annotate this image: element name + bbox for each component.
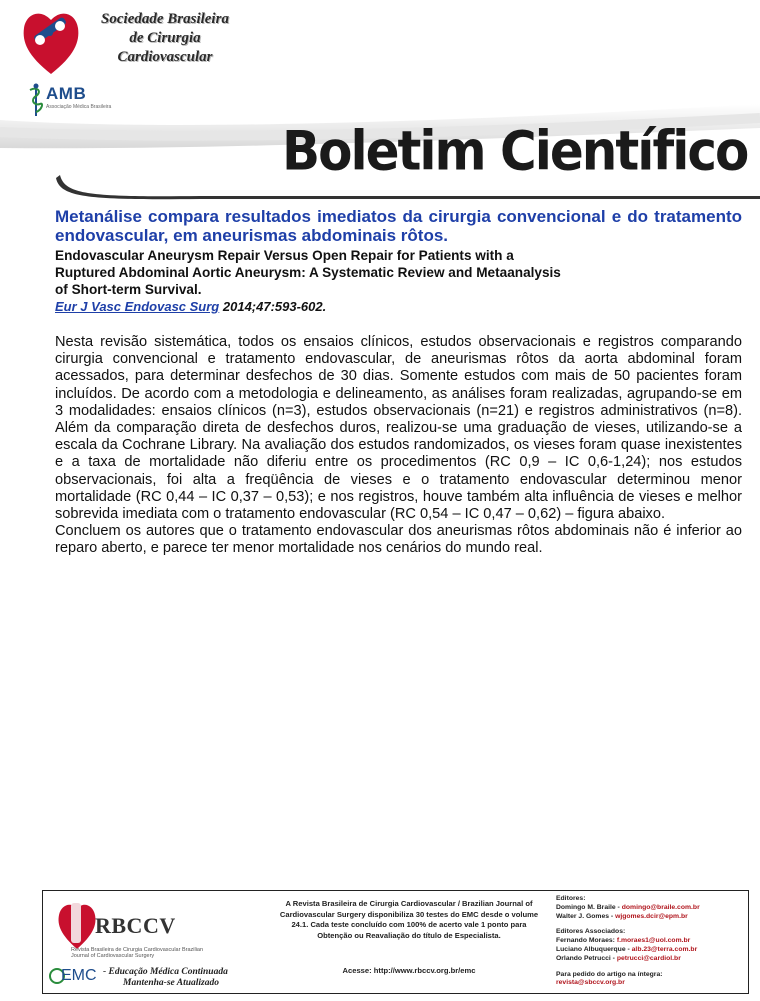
- society-name: [80, 10, 250, 67]
- site-label: Acesse:: [342, 966, 374, 975]
- associate-name: Fernando Moraes:: [556, 937, 617, 945]
- associate-email-link[interactable]: petrucci@cardiol.br: [616, 954, 681, 962]
- journal-link[interactable]: Eur J Vasc Endovasc Surg: [55, 299, 220, 314]
- associate-name: Orlando Petrucci -: [556, 954, 617, 962]
- emc-slogan: [103, 967, 228, 989]
- editor-name: Domingo M. Braile -: [556, 903, 622, 911]
- footer-box: [42, 890, 749, 994]
- article-body: [55, 334, 742, 558]
- site-url-link[interactable]: http://www.rbccv.org.br/emc: [373, 966, 476, 975]
- emc-label: EMC: [61, 967, 97, 984]
- emc-slogan-line-1: - Educação Médica Continuada: [103, 967, 228, 977]
- rbccv-heart-icon: [57, 897, 97, 953]
- site-line: [275, 966, 543, 975]
- society-line-1: Sociedade Brasileira: [101, 11, 229, 27]
- amb-label: AMB: [46, 84, 87, 103]
- society-line-3: Cardiovascular: [117, 49, 213, 65]
- body-paragraph-1: Nesta revisão sistemática, todos os ensaios clínicos, estudos observacionais e registros comparando cirurgia convencional e tratamento endovascular, de aneurismas rôtos da aorta abdominal foram acessados, para determinar desfechos de 30 dias. Somente estudos com mais de 50 pacientes foram incluídos. De acordo com a metodologia e delineamento, as análises foram realizadas, agrupando-se em 3 modalidades: ensaios clínicos (n=3), estudos observacionais (n=21) e registros administrativos (n=8). Além da comparação direta de desfechos duros, realizou-se uma graduação de vieses, utilizando-se a escala da Cochrane Library. Na avaliação dos estudos randomizados, os vieses foram quase inexistentes e a taxa de mortalidade não diferiu entre os procedimentos (RC 0,9 – IC 0,6-1,24); nos estudos observacionais, foi alta a freqüência de vieses e o tratamento endovascular determinou menor mortalidade (RC 0,44 – IC 0,37 – 0,53); e nos registros, houve também alta influência de vieses e melhor sobrevida imediata com o tratamento endovascular (RC 0,54 – IC 0,47 – 0,62) – figura abaixo.: [55, 334, 742, 523]
- rbccv-subtitle: Revista Brasileira de Cirurgia Cardiovascular Brazilian Journal of Cardiovascular Surgery: [71, 947, 204, 959]
- associate-email-link[interactable]: f.moraes1@uol.com.br: [616, 937, 691, 945]
- emc-slogan-line-2: Mantenha-se Atualizado: [123, 978, 219, 988]
- associate-row: [556, 946, 746, 955]
- associate-row: [556, 937, 746, 946]
- editor-row: [556, 913, 746, 922]
- english-title: [55, 247, 742, 298]
- body-paragraph-2: Concluem os autores que o tratamento endovascular dos aneurismas rôtos abdominais não é inferior ao reparo aberto, e parece ter menor mortalidade nos cenários do mundo real.: [55, 523, 742, 557]
- editor-row: [556, 904, 746, 913]
- sbcc-heart-logo: [20, 4, 82, 80]
- english-title-line-2: Ruptured Abdominal Aortic Aneurysm: A Systematic Review and Metaanalysis: [55, 265, 561, 280]
- rbccv-label: RBCCV: [95, 913, 176, 938]
- associate-name: Luciano Albuquerque -: [556, 945, 632, 953]
- page-header: [0, 0, 760, 205]
- banner-title: Boletim Científico: [282, 120, 748, 183]
- emc-info-text: A Revista Brasileira de Cirurgia Cardiovascular / Brazilian Journal of Cardiovascular Surgery disponibiliza 30 testes do EMC desde o volume 24.1. Cada teste concluído com 100% de acerto vale 1 ponto para Obtenção ou Reavaliação do título de Especialista.: [279, 899, 539, 940]
- editor-name: Walter J. Gomes -: [556, 912, 616, 920]
- editor-email-link[interactable]: wjgomes.dcir@epm.br: [615, 912, 688, 920]
- society-line-2: de Cirurgia: [129, 30, 201, 46]
- editors-panel: [556, 895, 746, 988]
- citation: [55, 298, 742, 315]
- amb-subtitle: Associação Médica Brasileira: [46, 104, 112, 110]
- associates-title: Editores Associados:: [556, 928, 626, 936]
- article: [55, 207, 742, 558]
- order-title: Para pedido do artigo na íntegra:: [556, 970, 663, 978]
- article-headline: Metanálise compara resultados imediatos da cirurgia convencional e do tratamento endovascular, em aneurismas abdominais rôtos.: [55, 207, 742, 245]
- editors-title: Editores:: [556, 895, 586, 902]
- english-title-line-1: Endovascular Aneurysm Repair Versus Open Repair for Patients with a: [55, 248, 514, 263]
- associate-row: [556, 955, 746, 964]
- associate-email-link[interactable]: alb.23@terra.com.br: [631, 945, 698, 953]
- order-email-link[interactable]: revista@sbccv.org.br: [556, 979, 625, 987]
- editor-email-link[interactable]: domingo@braile.com.br: [621, 903, 700, 911]
- citation-details: 2014;47:593-602.: [219, 299, 327, 314]
- english-title-line-3: of Short-term Survival.: [55, 282, 202, 297]
